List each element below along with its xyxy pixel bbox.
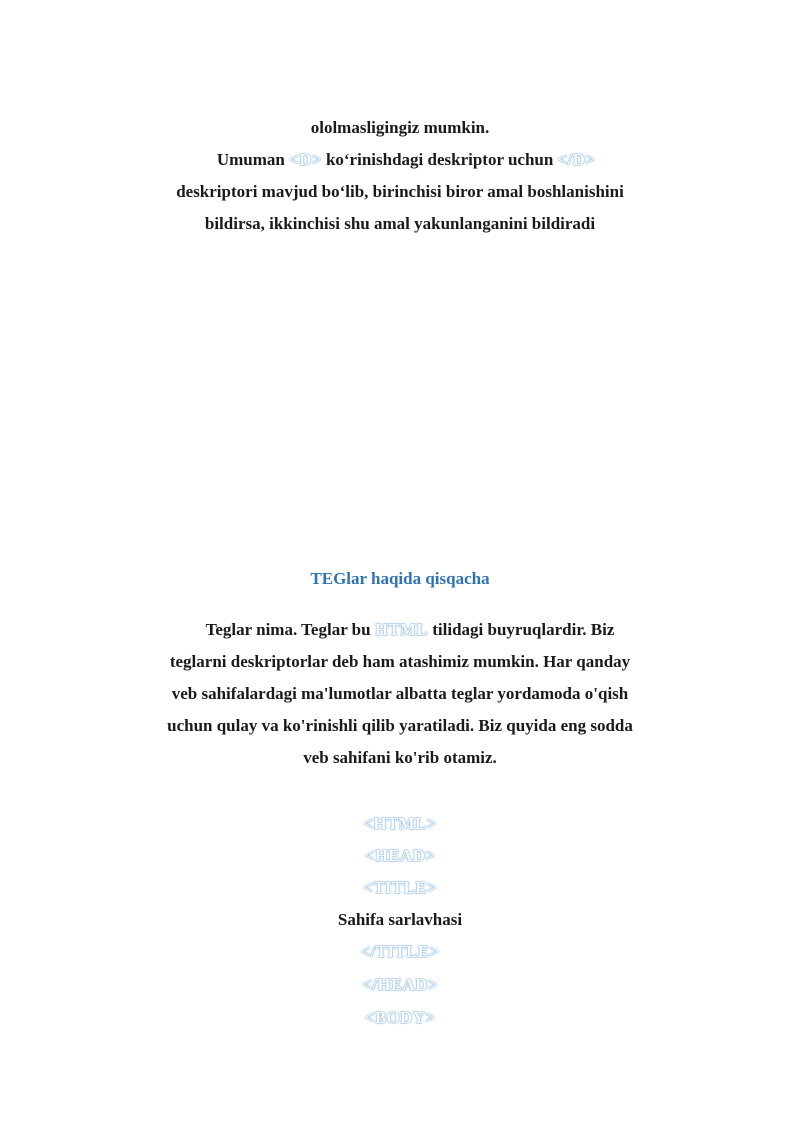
paragraph-text: teglarni deskriptorlar deb ham atashimiz mumkin. Har qanday bbox=[169, 652, 631, 671]
paragraph-text: Teglar nima. Teglar bu bbox=[205, 620, 375, 639]
paragraph-line-4 bbox=[0, 716, 800, 736]
section-heading: TEGlar haqida qisqacha bbox=[310, 569, 490, 588]
intro-line-3 bbox=[0, 182, 800, 202]
intro-text: ko‘rinishdagi deskriptor uchun bbox=[321, 150, 558, 169]
intro-line-4 bbox=[0, 214, 800, 234]
tag-html-inline: HTML bbox=[374, 620, 428, 639]
intro-text: ololmasligingiz mumkin. bbox=[310, 118, 490, 137]
paragraph-text: veb sahifani ko'rib otamiz. bbox=[303, 748, 497, 767]
paragraph-line-3 bbox=[0, 684, 800, 704]
code-title-text: Sahifa sarlavhasi bbox=[337, 910, 463, 929]
code-body-open: <BODY> bbox=[364, 1008, 436, 1027]
tag-d-open: <D> bbox=[289, 150, 322, 169]
intro-line-1 bbox=[0, 118, 800, 138]
paragraph-line-5 bbox=[0, 748, 800, 768]
code-head-open: <HEAD> bbox=[364, 846, 436, 865]
intro-line-2 bbox=[6, 150, 800, 170]
code-title-open: <TITLE> bbox=[363, 878, 437, 897]
intro-text: deskriptori mavjud bo‘lib, birinchisi biror amal boshlanishini bbox=[176, 182, 624, 201]
tag-d-close: </D> bbox=[557, 150, 596, 169]
paragraph-line-1 bbox=[10, 620, 800, 640]
code-title-close: </TITLE> bbox=[360, 942, 440, 961]
paragraph-text: veb sahifalardagi ma'lumotlar albatta teglar yordamoda o'qish bbox=[171, 684, 629, 703]
paragraph-text: uchun qulay va ko'rinishli qilib yaratiladi. Biz quyida eng sodda bbox=[167, 716, 633, 735]
code-html-open: <HTML> bbox=[363, 814, 437, 833]
paragraph-line-2 bbox=[0, 652, 800, 672]
code-head-close: </HEAD> bbox=[362, 975, 438, 994]
paragraph-text: tilidagi buyruqlardir. Biz bbox=[428, 620, 615, 639]
intro-text: Umuman bbox=[216, 150, 290, 169]
intro-text: bildirsa, ikkinchisi shu amal yakunlanganini bildiradi bbox=[204, 214, 596, 233]
